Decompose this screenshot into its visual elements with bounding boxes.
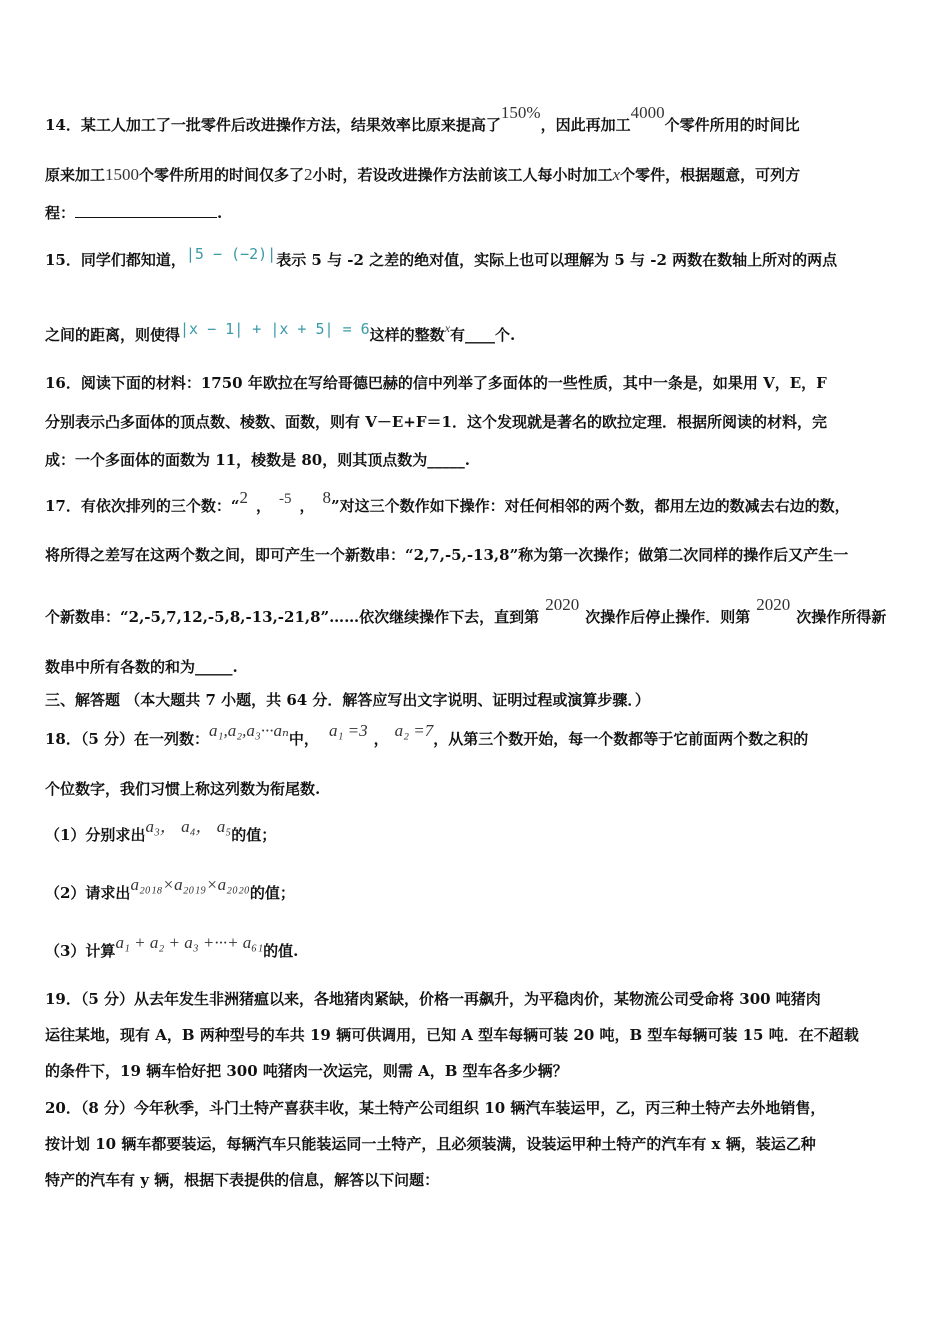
- q17-sep2: ，: [299, 497, 315, 515]
- q17-line3: [45, 595, 887, 627]
- q14-text-b: ，因此再加工: [540, 116, 631, 134]
- q19-line1: 19．（5 分）从去年发生非洲猪瘟以来，各地猪肉紧缺，价格一再飙升，为平稳肉价，某物流公司受命将 300 吨猪肉: [45, 990, 821, 1008]
- q17-number-neg5: -5: [279, 491, 292, 507]
- q17-number-2020-a: 2020: [545, 595, 580, 614]
- q18-part1-suffix: 的值；: [231, 826, 277, 844]
- q18-part3-expression: a₁ + a₂ + a₃ +···+ a₆₁: [115, 933, 264, 952]
- q18-part2-text: （2）请求出: [45, 884, 131, 902]
- q15-abs-expression: |5 − (−2)|: [185, 245, 277, 263]
- q14-number-1500: 1500: [105, 165, 140, 184]
- q14-text-e: 个零件所用的时间仅多了: [139, 166, 305, 184]
- q18-sep: ，: [373, 730, 389, 748]
- q18-part1: [45, 817, 277, 845]
- q17-line2: 将所得之差写在这两个数之间，即可产生一个新数串：“2,7,-5,-13,8”称为第一次操作；做第二次同样的操作后又产生一: [45, 546, 849, 564]
- q15-text-d: 这样的整数: [369, 326, 445, 344]
- q15-text-e: 有____个.: [450, 326, 516, 344]
- q15-line2: [45, 320, 516, 346]
- q17-sep1: ，: [256, 497, 272, 515]
- q15-text-a: 15．同学们都知道，: [45, 251, 186, 269]
- q14-line1: [45, 103, 800, 135]
- q14-text-a: 14．某工人加工了一批零件后改进操作方法，结果效率比原来提高了: [45, 116, 501, 134]
- q17-text-a: 17．有依次排列的三个数：“: [45, 497, 240, 515]
- q18-sequence: a₁,a₂,a₃···aₙ: [209, 721, 289, 740]
- q15-line1: [45, 245, 838, 270]
- q14-text-c: 个零件所用的时间比: [664, 116, 800, 134]
- q20-line1: 20．（8 分）今年秋季，斗门土特产喜获丰收，某土特产公司组织 10 辆汽车装运甲，乙，丙三种土特产去外地销售，: [45, 1099, 826, 1117]
- q14-number-4000: 4000: [630, 103, 665, 122]
- q18-text-b: 中，: [288, 730, 319, 748]
- q18-part1-terms: a₃， a₄， a₅: [145, 817, 232, 836]
- q15-equation: |x − 1| + |x + 5| = 6: [180, 320, 370, 338]
- q14-line2: [45, 165, 800, 185]
- q15-text-c: 之间的距离，则使得: [45, 326, 181, 344]
- q18-part2: [45, 875, 295, 903]
- q14-text-h: 程：: [45, 204, 76, 222]
- q17-number-2020-b: 2020: [756, 595, 791, 614]
- q18-line2: 个位数字，我们习惯上称这列数为衔尾数.: [45, 780, 321, 798]
- q17-text-b: ”对这三个数作如下操作：对任何相邻的两个数，都用左边的数减去右边的数，: [331, 497, 850, 515]
- q18-part3: [45, 933, 299, 961]
- q14-text-g: 个零件，根据题意，可列方: [620, 166, 801, 184]
- q17-text-c: 个新数串：“2,-5,7,12,-5,8,-13,-21,8”……依次继续操作下去，直到第: [45, 608, 540, 626]
- q20-line3: 特产的汽车有 y 辆，根据下表提供的信息，解答以下问题：: [45, 1171, 440, 1189]
- q16-line1: 16．阅读下面的材料：1750 年欧拉在写给哥德巴赫的信中列举了多面体的一些性质，其中一条是，如果用 V，E，F: [45, 374, 827, 392]
- section-heading: 三、解答题 （本大题共 7 小题，共 64 分．解答应写出文字说明、证明过程或演算步骤．）: [45, 691, 650, 709]
- q18-part3-text: （3）计算: [45, 942, 116, 960]
- q17-number-8: 8: [322, 488, 332, 507]
- q19-line3: 的条件下，19 辆车恰好把 300 吨猪肉一次运完，则需 A，B 型车各多少辆？: [45, 1062, 568, 1080]
- q14-text-f: 小时，若设改进操作方法前该工人每小时加工: [312, 166, 613, 184]
- q16-line2: 分别表示凸多面体的顶点数、棱数、面数，则有 V－E+F＝1．这个发现就是著名的欧拉定理．根据所阅读的材料，完: [45, 413, 827, 431]
- q18-text-c: ，从第三个数开始，每一个数都等于它前面两个数之积的: [433, 730, 809, 748]
- q17-line1: [45, 488, 850, 517]
- q18-a1-value: a₁ =3: [328, 721, 368, 740]
- q14-answer-blank: [75, 203, 217, 218]
- q18-part2-expression: a₂₀₁₈×a₂₀₁₉×a₂₀₂₀: [130, 875, 250, 894]
- q14-line3: 程： .: [45, 204, 223, 222]
- q15-text-b: 表示 5 与 -2 之差的绝对值，实际上也可以理解为 5 与 -2 两数在数轴上所对的两点: [276, 251, 838, 269]
- q17-text-d: 次操作后停止操作．则第: [585, 608, 751, 626]
- q19-line2: 运往某地，现有 A，B 两种型号的车共 19 辆可供调用，已知 A 型车每辆可装 20 吨，B 型车每辆可装 15 吨．在不超载: [45, 1026, 859, 1044]
- q18-line1: [45, 721, 809, 749]
- q14-percent: 150%: [500, 103, 541, 122]
- q14-text-d: 原来加工: [45, 166, 106, 184]
- q14-number-2: 2: [304, 165, 313, 184]
- q16-line3: 成：一个多面体的面数为 11，棱数是 80，则其顶点数为_____.: [45, 451, 470, 469]
- q18-part3-suffix: 的值.: [263, 942, 299, 960]
- q18-a2-value: a₂ =7: [394, 721, 434, 740]
- q15-variable-x: x: [444, 321, 451, 335]
- q17-text-e: 次操作所得新: [796, 608, 887, 626]
- q14-variable-x: x: [612, 165, 621, 184]
- q18-text-a: 18．（5 分）在一列数：: [45, 730, 210, 748]
- q18-part2-suffix: 的值；: [249, 884, 295, 902]
- q17-line4: 数串中所有各数的和为_____.: [45, 658, 238, 676]
- q18-part1-text: （1）分别求出: [45, 826, 146, 844]
- q20-line2: 按计划 10 辆车都要装运，每辆汽车只能装运同一土特产，且必须装满，设装运甲种土特产的汽车有 x 辆，装运乙种: [45, 1135, 816, 1153]
- q17-number-2: 2: [239, 488, 249, 507]
